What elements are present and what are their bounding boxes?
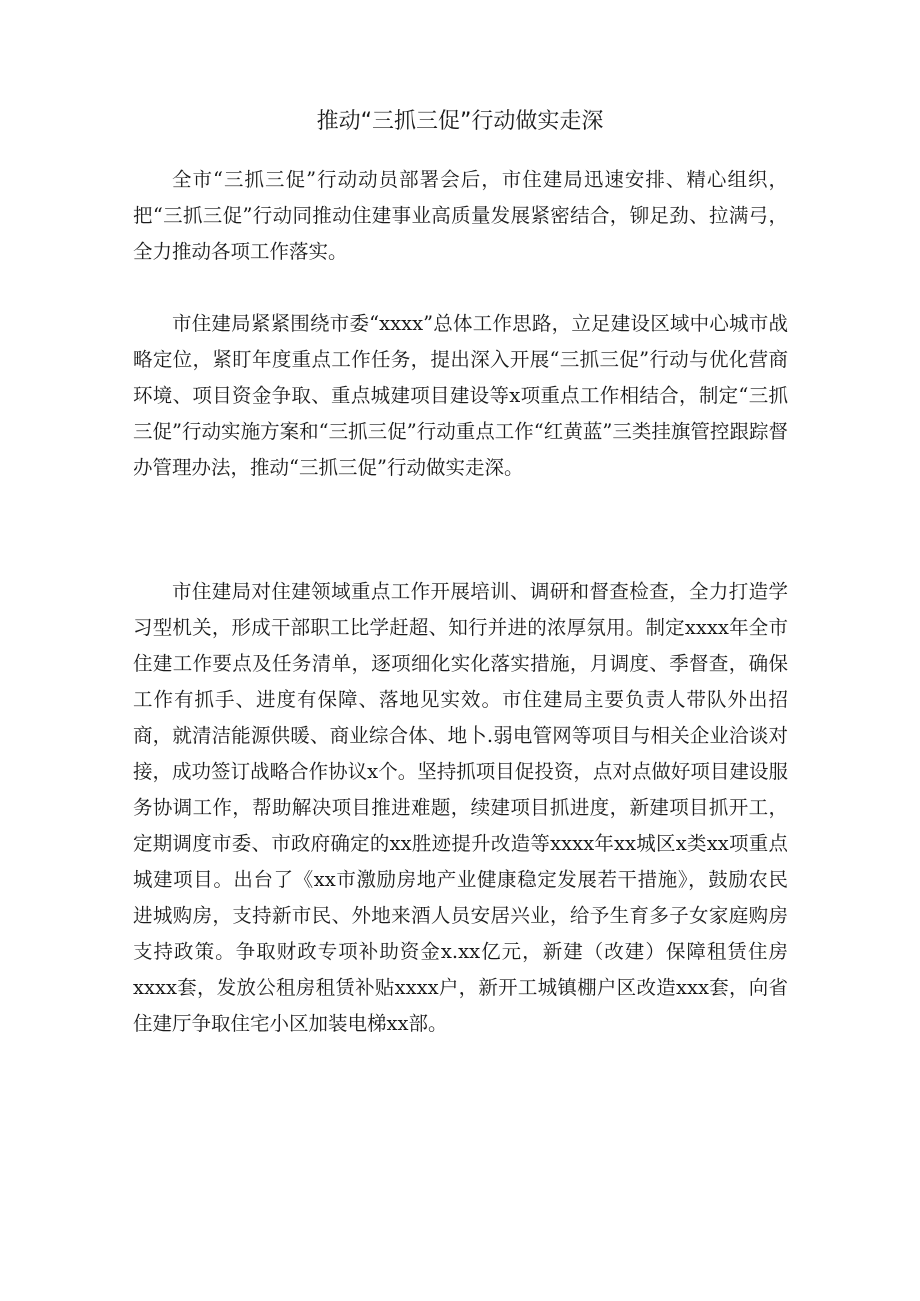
paragraph-2: 市住建局紧紧围绕市委“xxxx”总体工作思路，立足建设区域中心城市战略定位，紧盯年度重点工作任务，提出深入开展“三抓三促”行动与优化营商环境、项目资金争取、重点城建项目建设等x项重点工作相结合，制定“三抓三促”行动实施方案和“三抓三促”行动重点工作“红黄蓝”三类挂旗管控跟踪督办管理办法，推动“三抓三促”行动做实走深。 xyxy=(133,312,788,479)
paragraph-1: 全市“三抓三促”行动动员部署会后，市住建局迅速安排、精心组织，把“三抓三促”行动同推动住建事业高质量发展紧密结合，铆足劲、拉满弓，全力推动各项工作落实。 xyxy=(133,168,788,263)
document-title: 推动“三抓三促”行动做实走深 xyxy=(316,109,604,134)
paragraph-3: 市住建局对住建领域重点工作开展培训、调研和督查检查，全力打造学习型机关，形成干部职工比学赶超、知行并进的浓厚氛用。制定xxxx年全市住建工作要点及任务清单，逐项细化实化落实措施，月调度、季督查，确保工作有抓手、进度有保障、落地见实效。市住建局主要负责人带队外出招商，就清洁能源供暖、商业综合体、地卜.弱电管网等项目与相关企业洽谈对接，成功签订战略合作协议x个。坚持抓项目促投资，点对点做好项目建设服务协调工作，帮助解决项目推进难题，续建项目抓进度，新建项目抓开工，定期调度市委、市政府确定的xx胜迹提升改造等xxxx年xx城区x类xx项重点城建项目。出台了《xx市激励房地产业健康稳定发展若干措施》，鼓励农民进城购房，支持新市民、外地来酒人员安居兴业，给予生育多子女家庭购房支持政策。争取财政专项补助资金x.xx亿元，新建（改建）保障租赁住房xxxx套，发放公租房租赁补贴xxxx户，新开工城镇棚户区改造xxx套，向省住建厅争取住宅小区加装电梯xx部。 xyxy=(133,580,788,1035)
